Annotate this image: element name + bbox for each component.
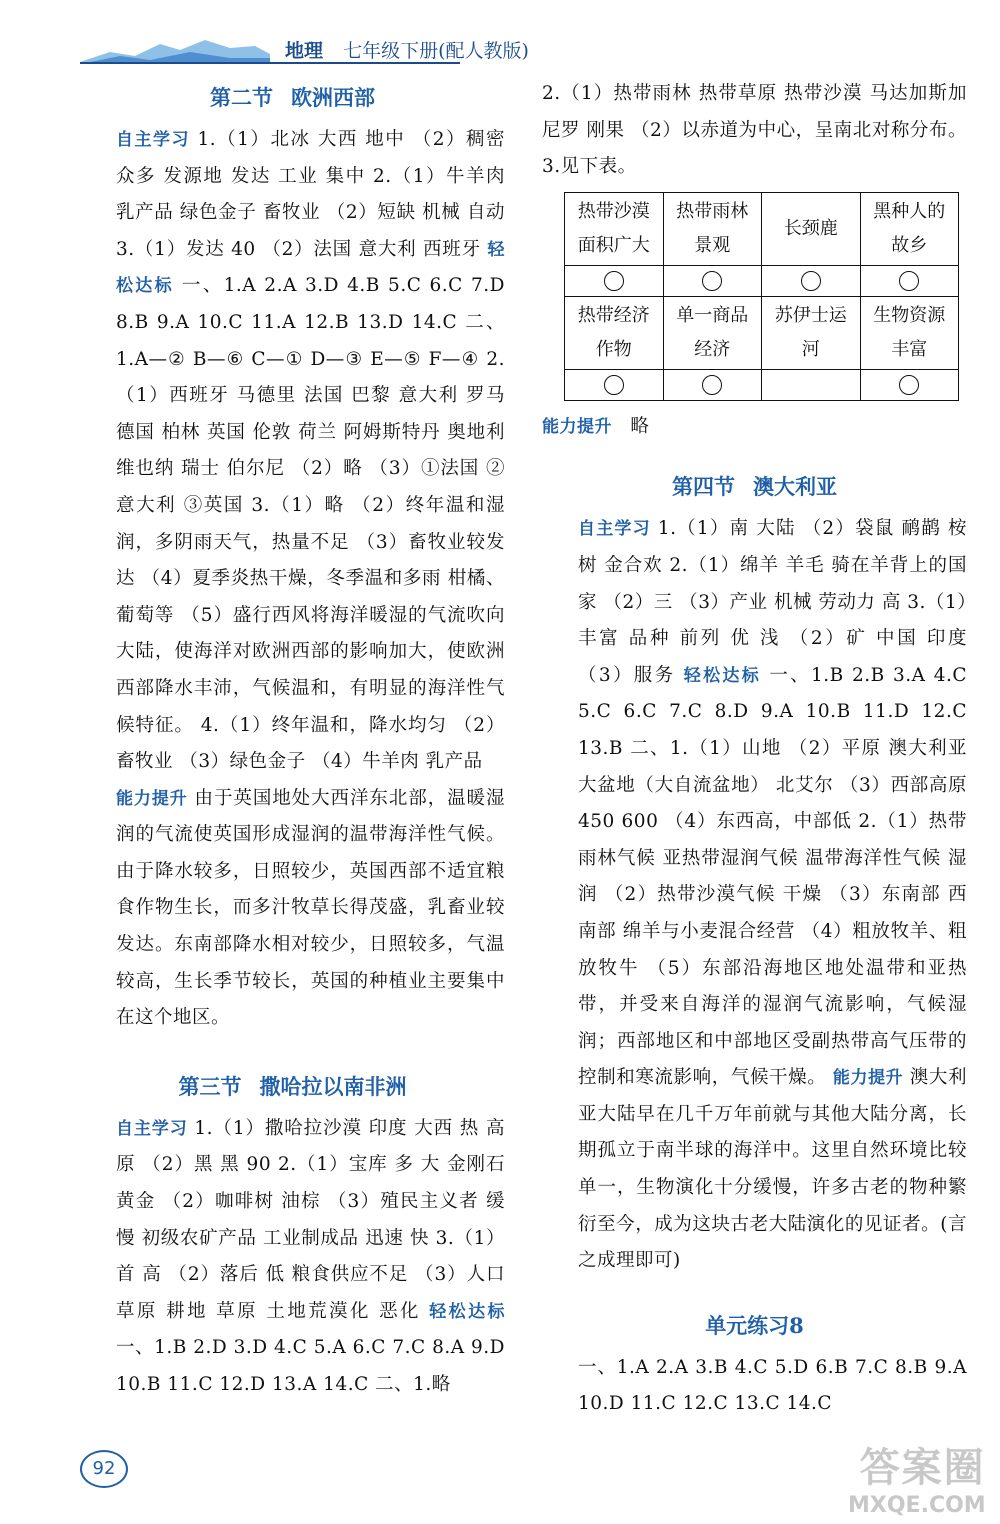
answer-paragraph [542,511,967,1279]
table-cell [860,265,959,296]
tag-ability: 能力提升 [542,416,612,437]
answer-paragraph [80,781,505,1037]
answer-text: 1.（1）南 大陆 （2）袋鼠 鸸鹋 桉树 金合欢 2.（1）绵羊 羊毛 骑在羊背上的国家 （2）三 （3）产业 机械 劳动力 高 3.（1）丰富 品种 前列 优 浅 （2）矿 中国 印度 （3）服务 [578,518,967,686]
table-row [565,192,959,265]
answer-paragraph [542,1350,967,1423]
table-cell [565,265,664,296]
answer-paragraph [542,409,967,446]
table-cell [663,369,762,400]
answer-paragraph [80,1111,505,1404]
table-row [565,369,959,400]
table-cell: 生物资源丰富 [860,296,959,369]
table-cell: 单一商品经济 [663,296,762,369]
table-cell: 黑种人的故乡 [860,192,959,265]
section-number: 第三节 [178,1073,242,1099]
table-cell [565,369,664,400]
answer-text: 略 [630,415,650,437]
section-number: 第四节 [672,474,735,500]
tag-self-study: 自主学习 [116,130,191,150]
tag-easy-goal: 轻松达标 [683,665,762,686]
table-cell: 苏伊士运河 [762,296,861,369]
header-rule [80,62,460,64]
unit-exercise-title: 单元练习8 [705,1312,804,1338]
table-row [565,296,959,369]
answer-text: 澳大利亚大陆早在几千万年前就与其他大陆分离，长期孤立于南半球的海洋中。这里自然环境比较单一，生物演化十分缓慢，许多古老的物种繁衍至今，成为这块古老大陆演化的见证者。(言之成理即可) [578,1067,967,1272]
table-cell: 热带沙漠面积广大 [565,192,664,265]
table-cell [860,369,959,400]
header-text [285,36,529,63]
table-cell: 热带雨林景观 [663,192,762,265]
answer-text: 1.（1）撒哈拉沙漠 印度 大西 热 高原 （2）黑 黑 90 2.（1）宝库 多 大 金刚石 黄金 （2）咖啡树 油棕 （3）殖民主义者 缓慢 初级农矿产品 工业制成品 迅速 快 3.（1）首 高 （2）落后 低 粮食供应不足 （3）人口 草原 耕地 草原 土地荒漠化 恶化 [116,1117,505,1322]
circle-icon [899,271,919,291]
answer-table [564,192,959,401]
left-column [80,76,505,1404]
table-cell: 热带经济作物 [565,296,664,369]
tag-self-study: 自主学习 [578,519,651,540]
right-column [542,76,967,1423]
header-subject: 地理 [285,40,324,62]
circle-icon [801,271,821,291]
table-row [565,265,959,296]
section-name: 澳大利亚 [753,474,837,500]
section-number: 第二节 [210,85,273,110]
answer-text: 1.（1）北冰 大西 地中 （2）稠密 众多 发源地 发达 工业 集中 2.（1）牛羊肉 乳产品 绿色金子 畜牧业 （2）短缺 机械 自动 3.（1）发达 40 （2）法国 意大利 西班牙 [116,129,506,260]
page-header [80,30,529,70]
answer-text: 一、1.B 2.D 3.D 4.C 5.A 6.C 7.C 8.A 9.D 10.B 11.C 12.D 13.A 14.C 二、1.略 [116,1337,505,1395]
mountain-icon [80,38,270,64]
table-cell [762,265,861,296]
tag-easy-goal: 轻松达标 [116,239,505,297]
circle-icon [702,271,722,291]
answer-text: 一、1.B 2.B 3.A 4.C 5.C 6.C 7.C 8.D 9.A 10.B 11.D 12.C 13.B 二、1.（1）山地 （2）平原 澳大利亚大盆地（大自流盆地） 北艾尔 （3）西部高原 450 600 （4）东西高，中部低 2.（1）热带雨林气候 亚热带湿润气候 温带海洋性气候 湿润 （2）热带沙漠气候 干燥 （3）东南部 西南部 绵羊与小麦混合经营 （4）粗放牧羊、粗放牧牛 （5）东部沿海地区地处温带和亚热带，并受来自海洋的湿润气流影响，气候湿润；西部地区和中部地区受副热带高气压带的控制和寒流影响，气候干燥。 [578,664,968,1089]
answer-text: 由于英国地处大西洋东北部，温暖湿润的气流使英国形成湿润的温带海洋性气候。由于降水较多，日照较少，英国西部不适宜粮食作物生长，而多汁牧草长得茂盛，乳畜业较发达。东南部降水相对较少，日照较多，气温较高，生长季节较长，英国的种植业主要集中在这个地区。 [116,787,505,1029]
section-title-4 [542,471,967,501]
watermark-url: MXQE.COM [848,1493,986,1518]
tag-ability: 能力提升 [116,788,188,809]
tag-ability: 能力提升 [832,1068,904,1089]
section-name: 撒哈拉以南非洲 [259,1073,407,1099]
page-number: 92 [80,1450,128,1488]
header-grade: 七年级下册(配人教版) [343,40,529,62]
section-name: 欧洲西部 [291,85,375,110]
circle-icon [604,375,624,395]
circle-icon [604,271,624,291]
table-cell: 长颈鹿 [762,192,861,265]
circle-icon [899,375,919,395]
tag-self-study: 自主学习 [116,1118,188,1139]
answer-text: 一、1.A 2.A 3.B 4.C 5.D 6.B 7.C 8.B 9.A 10.D 11.C 12.C 13.C 14.C [578,1356,967,1415]
answer-text: 2.（1）热带雨林 热带草原 热带沙漠 马达加斯加 尼罗 刚果 （2）以赤道为中心，呈南北对称分布。 3.见下表。 [542,83,967,178]
circle-icon [702,375,722,395]
answer-paragraph [542,76,967,186]
table-cell [762,369,861,400]
answer-paragraph [80,122,505,781]
table-cell [663,265,762,296]
tag-easy-goal: 轻松达标 [429,1301,505,1322]
section-title-3 [80,1071,505,1101]
watermark [848,1436,986,1518]
watermark-logo: 答案圈 [859,1445,986,1491]
section-title-2 [80,82,505,112]
answer-text: 一、1.A 2.A 3.D 4.B 5.C 6.C 7.D 8.B 9.A 10.C 11.A 12.B 13.D 14.C 二、1.A—② B—⑥ C—① D—③ E—⑤ F—④ 2.（1）西班牙 马德里 法国 巴黎 意大利 罗马 德国 柏林 英国 伦敦 荷兰 阿姆斯特丹 奥地利 维也纳 瑞士 伯尔尼 （2）略 （3）①法国 ②意大利 ③英国 3.（1）略 （2）终年温和湿润，多阴雨天气，热量不足 （3）畜牧业较发达 （4）夏季炎热干燥，冬季温和多雨 柑橘、葡萄等 （5）盛行西风将海洋暖湿的气流吹向大陆，使海洋对欧洲西部的影响加大，使欧洲西部降水丰沛，气候温和，有明显的海洋性气候特征。 4.（1）终年温和，降水均匀 （2）畜牧业 （3）绿色金子 （4）牛羊肉 乳产品 [116,275,505,773]
